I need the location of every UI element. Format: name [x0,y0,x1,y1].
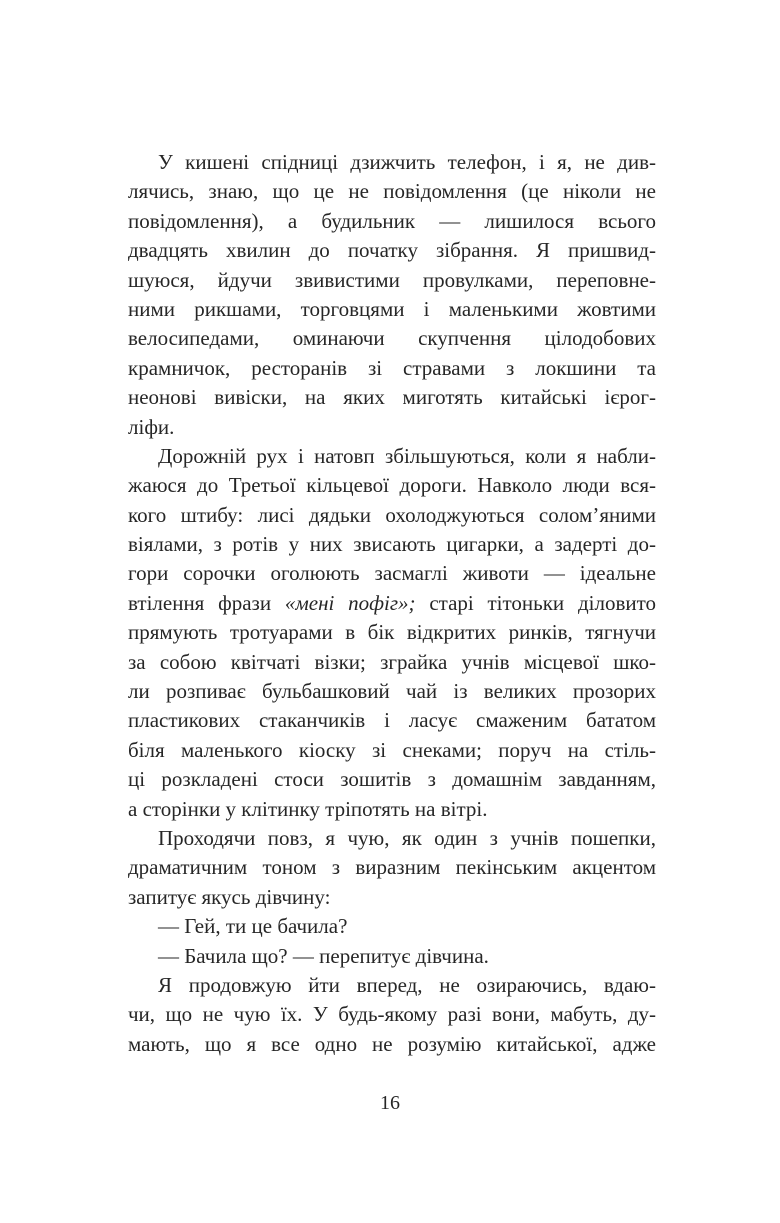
text-line [128,736,656,765]
text-segment: — Бачила що? — перепитує дівчина. [158,943,489,968]
text-line [128,413,656,442]
text-line [128,177,656,206]
text-segment: неонові вивіски, на яких миготять китайські ієрог- [128,385,656,410]
text-segment: кого штибу: лисі дядьки охолоджуються солом’яними [128,502,656,527]
text-line [128,324,656,353]
text-line [128,824,656,853]
text-line [128,236,656,265]
text-segment: віялами, з ротів у них звисають цигарки, а задерті до- [128,532,656,557]
text-line [128,677,656,706]
text-line [128,148,656,177]
text-segment: прямують тротуарами в бік відкритих ринків, тягнучи [128,620,656,645]
italic-text-segment: «мені пофіг»; [284,590,416,615]
text-segment: ці розкладені стоси зошитів з домашнім завданням, [128,767,656,792]
page-number: 16 [380,1092,400,1114]
paragraph [128,148,656,442]
text-line [128,442,656,471]
text-segment: жаюся до Третьої кільцевої дороги. Навколо люди вся- [128,473,656,498]
text-line [128,795,656,824]
text-segment: ними рикшами, торговцями і маленькими жовтими [128,296,656,321]
text-segment: лячись, знаю, що це не повідомлення (це ніколи не [128,179,656,204]
text-block [128,148,656,1059]
text-segment: запитує якусь дівчину: [128,884,331,909]
paragraph [128,942,656,971]
text-line [128,1000,656,1029]
text-segment: крамничок, ресторанів зі стравами з локшини та [128,355,656,380]
text-segment: повідомлення), а будильник — лишилося всього [128,208,656,233]
text-segment: Дорожній рух і натовп збільшуються, коли я набли- [158,443,656,468]
text-line [128,971,656,1000]
text-segment: шуюся, йдучи звивистими провулками, переповне- [128,267,656,292]
text-line [128,648,656,677]
text-line [128,354,656,383]
text-line [128,942,656,971]
text-line [128,618,656,647]
text-line [128,266,656,295]
text-line [128,295,656,324]
text-segment: Проходячи повз, я чую, як один з учнів пошепки, [158,825,656,850]
text-segment: велосипедами, оминаючи скупчення цілодобових [128,326,656,351]
text-line [128,471,656,500]
text-line [128,207,656,236]
text-segment: мають, що я все одно не розумію китайської, адже [128,1031,656,1056]
text-segment: втілення фрази [128,590,285,615]
text-segment: гори сорочки оголюють засмаглі животи — ідеальне [128,561,656,586]
text-segment: за собою квітчаті візки; зграйка учнів місцевої шко- [128,649,656,674]
text-segment: старі тітоньки діловито [415,590,656,615]
text-segment: ли розпиває бульбашковий чай із великих прозорих [128,679,656,704]
text-line [128,1030,656,1059]
text-segment: пластикових стаканчиків і ласує смаженим бататом [128,708,656,733]
paragraph [128,912,656,941]
text-line [128,589,656,618]
text-segment: біля маленького кіоску зі снеками; поруч на стіль- [128,737,656,762]
text-line [128,501,656,530]
paragraph [128,824,656,912]
text-line [128,559,656,588]
text-line [128,883,656,912]
text-line [128,383,656,412]
text-line [128,912,656,941]
text-segment: ліфи. [128,414,175,439]
text-line [128,530,656,559]
text-segment: — Гей, ти це бачила? [158,914,348,939]
text-segment: драматичним тоном з виразним пекінським акцентом [128,855,656,880]
text-line [128,853,656,882]
paragraph [128,971,656,1059]
text-segment: Я продовжую йти вперед, не озираючись, вдаю- [158,972,656,997]
text-segment: У кишені спідниці дзижчить телефон, і я, не див- [158,150,656,174]
text-line [128,706,656,735]
paragraph [128,442,656,824]
text-segment: двадцять хвилин до початку зібрання. Я пришвид- [128,238,656,263]
text-segment: чи, що не чую їх. У будь-якому разі вони, мабуть, ду- [128,1002,656,1027]
text-segment: а сторінки у клітинку тріпотять на вітрі. [128,796,488,821]
text-line [128,765,656,794]
